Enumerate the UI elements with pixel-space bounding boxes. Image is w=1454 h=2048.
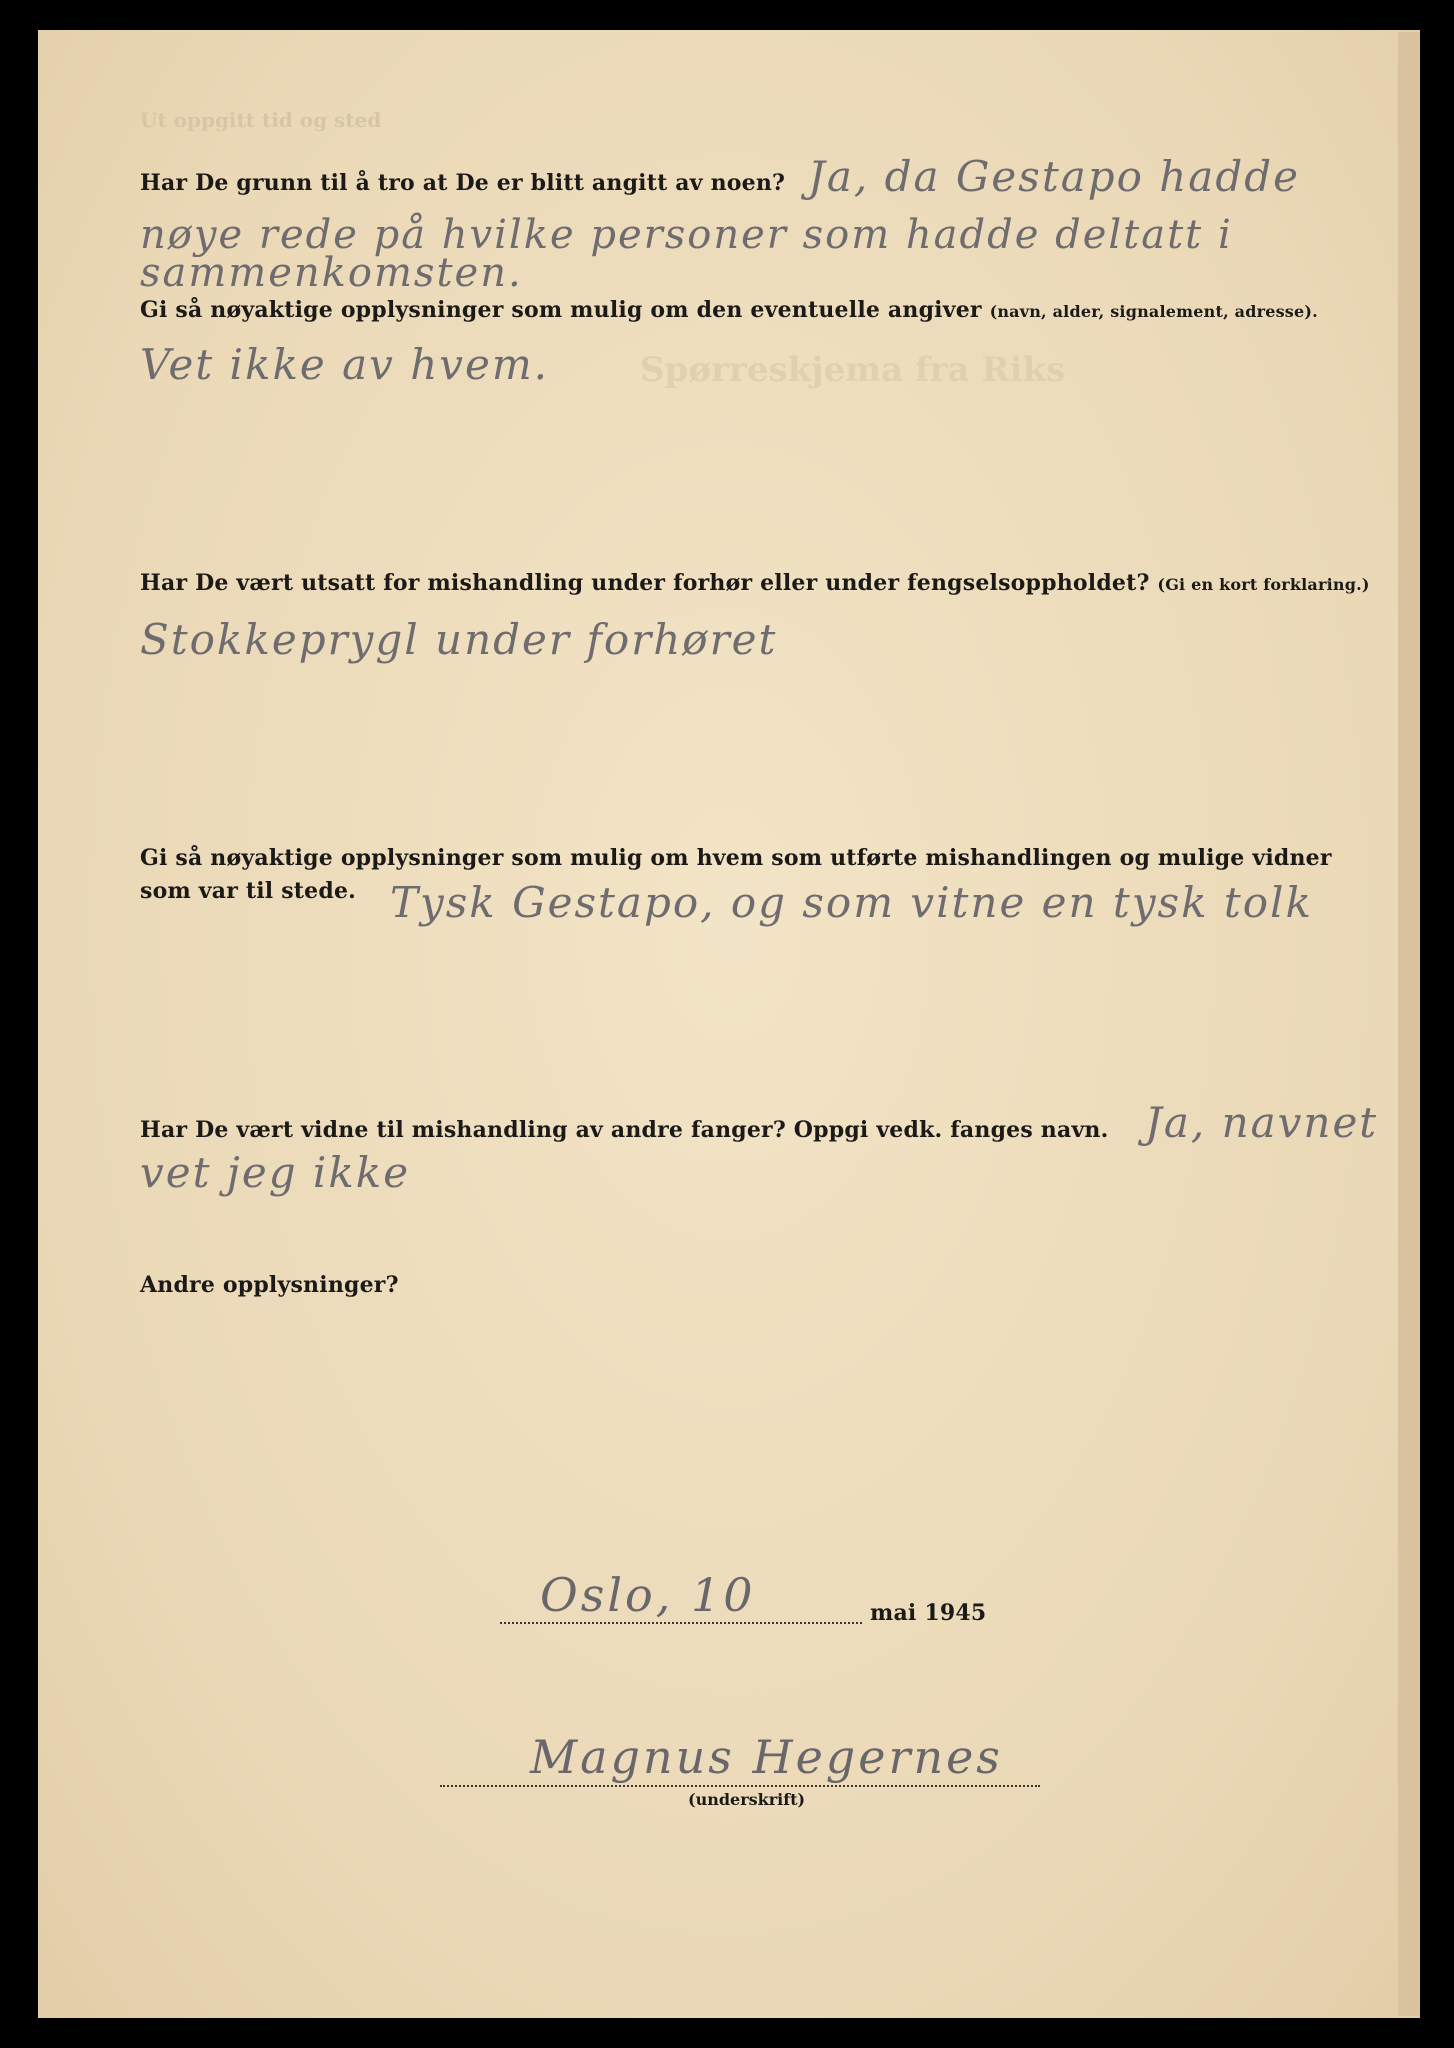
- document-page: [38, 30, 1420, 2018]
- answer-utforte: Tysk Gestapo, og som vitne en tysk tolk: [390, 878, 1313, 927]
- answer-angiver: Vet ikke av hvem.: [140, 340, 550, 389]
- answer-angitt-line2: nøye rede på hvilke personer som hadde deltatt i: [140, 212, 1233, 258]
- month-year: mai 1945: [870, 1600, 987, 1626]
- answer-angitt-line3: sammenkomsten.: [140, 250, 523, 296]
- question-andre: Andre opplysninger?: [140, 1272, 399, 1298]
- signature-label: (underskrift): [688, 1790, 806, 1809]
- answer-vidne-line2: vet jeg ikke: [140, 1148, 411, 1197]
- question-angiver-note: (navn, alder, signalement, adresse).: [989, 302, 1318, 321]
- place-date-line: [500, 1622, 862, 1624]
- question-angiver-text: Gi så nøyaktige opplysninger som mulig om den eventuelle angiver: [140, 297, 982, 323]
- question-utforte-line1: Gi så nøyaktige opplysninger som mulig om hvem som utførte mishandlingen og mulige vidner: [140, 845, 1332, 871]
- answer-mishandling: Stokkeprygl under forhøret: [140, 615, 778, 664]
- answer-angitt-line1: Ja, da Gestapo hadde: [808, 152, 1300, 201]
- question-angiver: [140, 297, 1318, 323]
- question-mishandling: [140, 570, 1370, 596]
- question-mishandling-note: (Gi en kort forklaring.): [1157, 575, 1370, 594]
- page-edge: [1398, 32, 1420, 2016]
- answer-vidne-line1: Ja, navnet: [1145, 1098, 1379, 1147]
- ghost-heading: Spørreskjema fra Riks: [640, 350, 1066, 390]
- place-date-handwritten: Oslo, 10: [540, 1568, 756, 1622]
- signature-line: [440, 1785, 1040, 1787]
- question-utforte-line2: som var til stede.: [140, 878, 357, 904]
- faint-heading: Ut oppgitt tid og sted: [140, 108, 382, 132]
- question-vidne: Har De vært vidne til mishandling av andre fanger? Oppgi vedk. fanges navn.: [140, 1117, 1109, 1143]
- question-mishandling-text: Har De vært utsatt for mishandling under forhør eller under fengselsoppholdet?: [140, 570, 1150, 596]
- signature: Magnus Hegernes: [530, 1730, 1003, 1784]
- question-angitt: Har De grunn til å tro at De er blitt angitt av noen?: [140, 170, 786, 196]
